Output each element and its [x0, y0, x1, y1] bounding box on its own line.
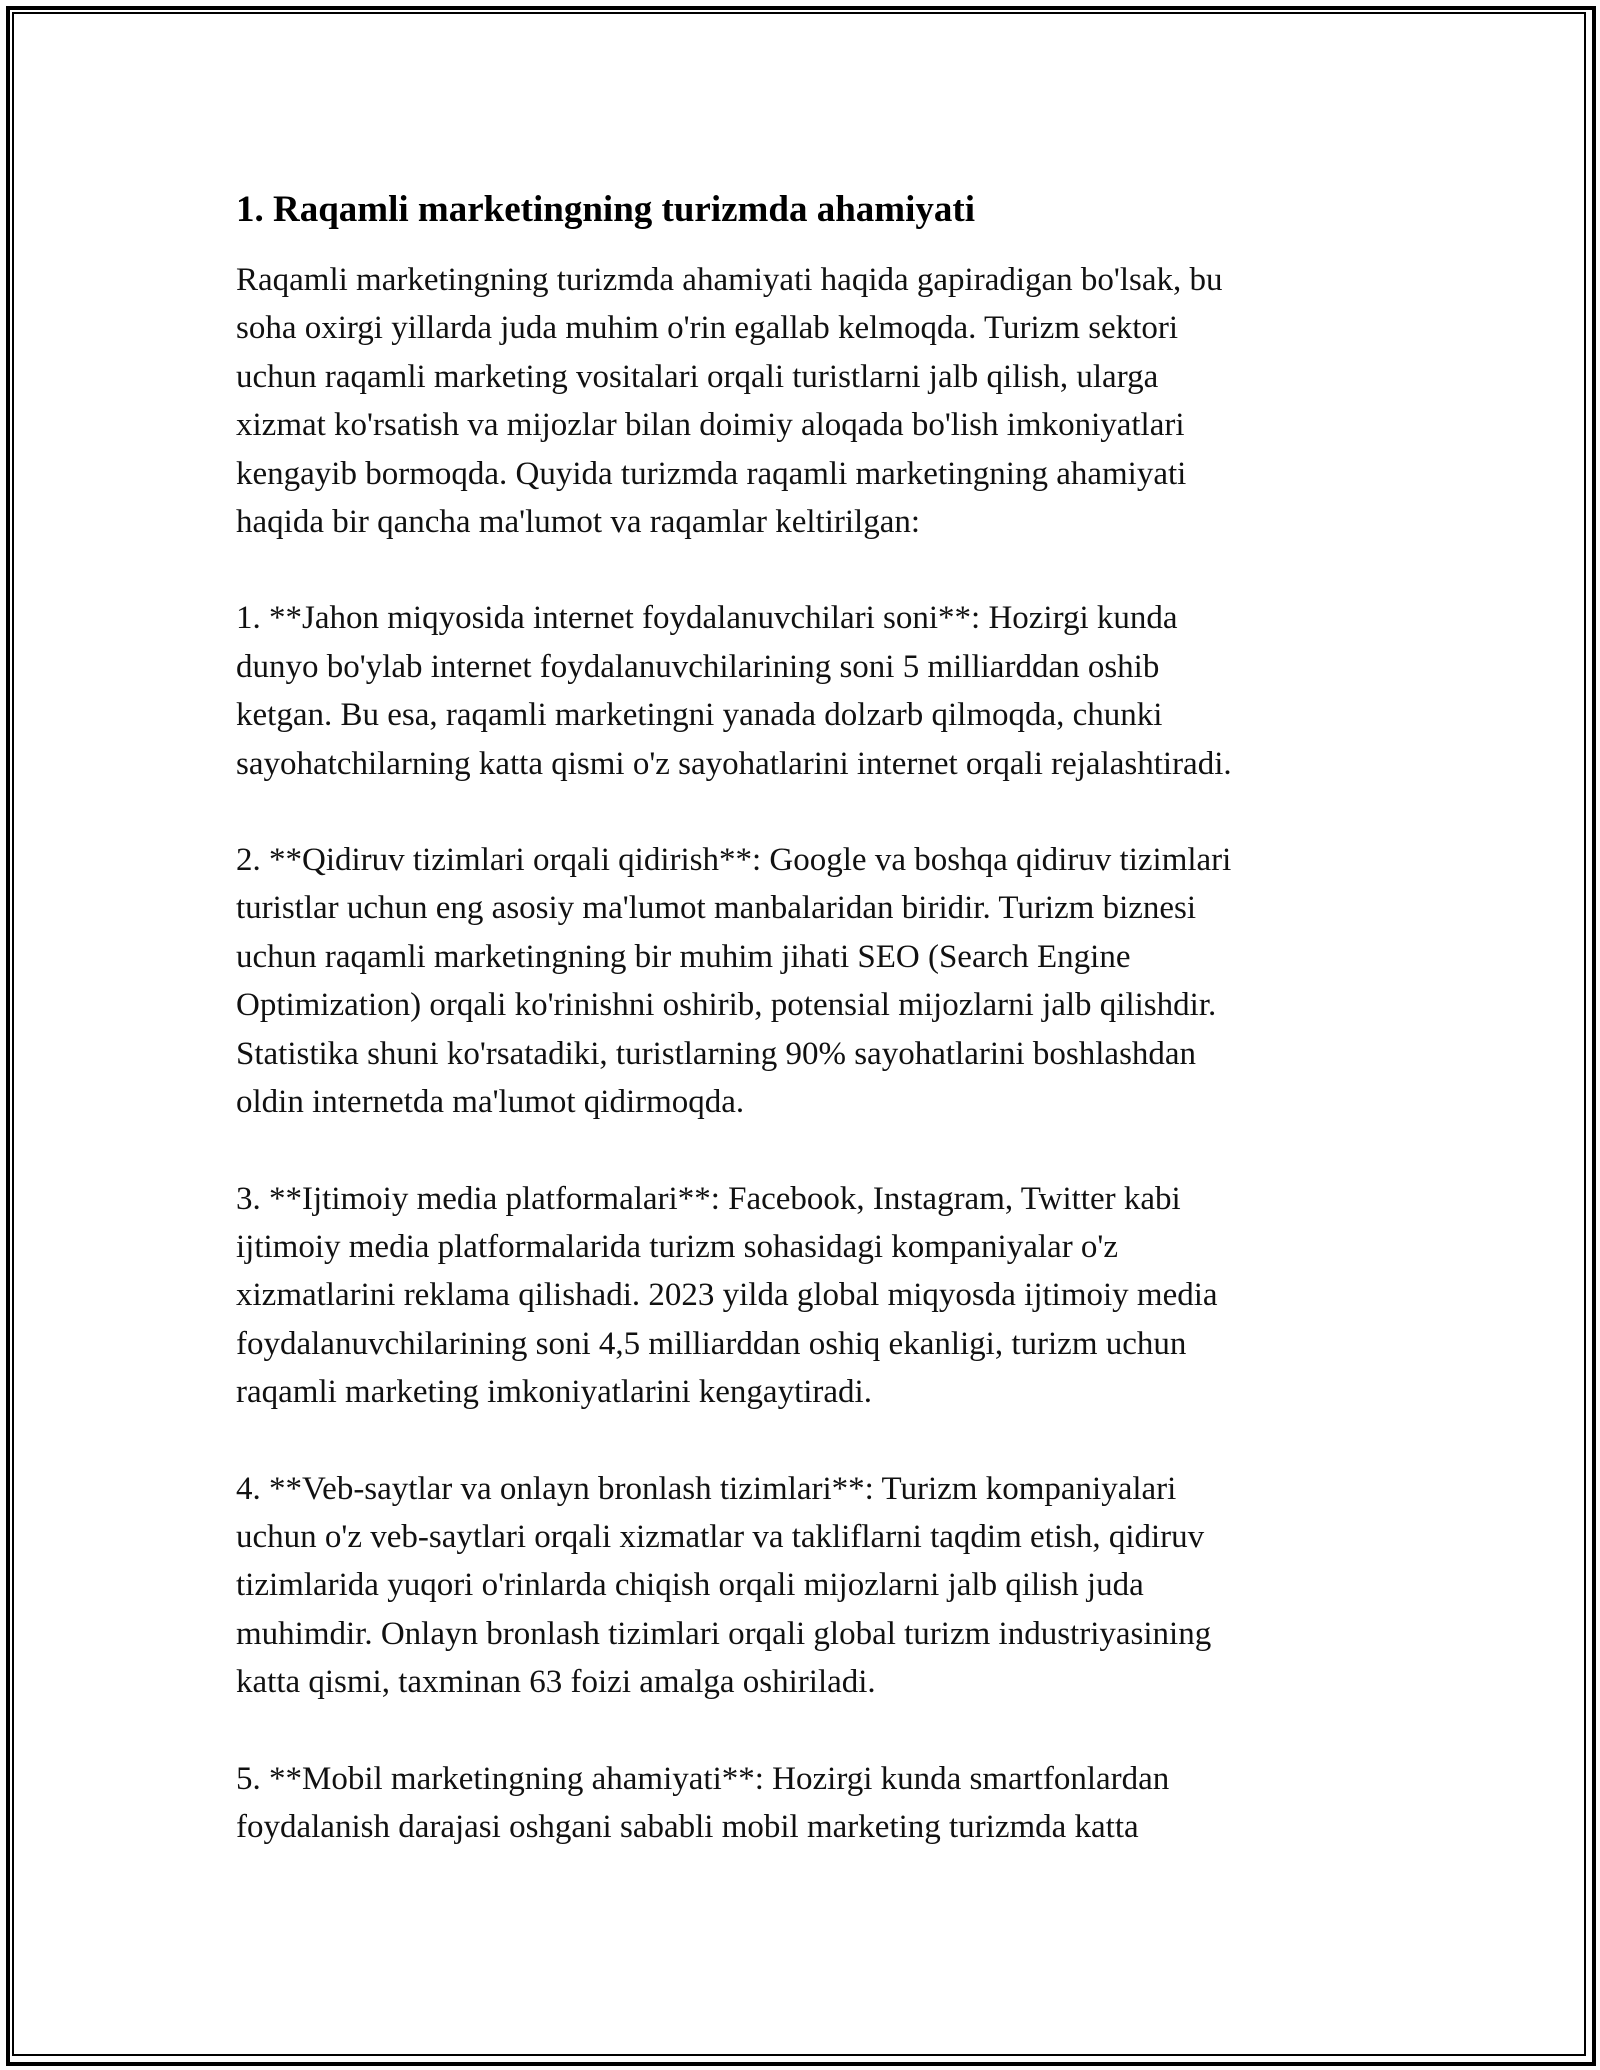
document-body — [236, 186, 1386, 1851]
intro-paragraph: Raqamli marketingning turizmda ahamiyati haqida gapiradigan bo'lsak, bu soha oxirgi yillarda juda muhim o'rin egallab kelmoqda. Turizm sektori uchun raqamli marketing vositalari orqali turistlarni jalb qilish, ularga xizmat ko'rsatish va mijozlar bilan doimiy aloqada bo'lish imkoniyatlari kengayib bormoqda. Quyida turizmda raqamli marketingning ahamiyati haqida bir qancha ma'lumot va raqamlar keltirilgan: — [236, 262, 1223, 541]
paragraph-list — [236, 256, 1386, 1851]
list-item-mobile-marketing: 5. **Mobil marketingning ahamiyati**: Hozirgi kunda smartfonlardan foydalanish darajasi oshgani sababli mobil marketing turizmda katta — [236, 1760, 1170, 1845]
section-heading: 1. Raqamli marketingning turizmda ahamiyati — [236, 189, 975, 230]
list-item-social-media: 3. **Ijtimoiy media platformalari**: Facebook, Instagram, Twitter kabi ijtimoiy media platformalarida turizm sohasidagi kompaniyalar o'z xizmatlarini reklama qilishadi. 2023 yilda global miqyosda ijtimoiy media foydalanuvchilarining soni 4,5 milliarddan oshiq ekanligi, turizm uchun raqamli marketing imkoniyatlarini kengaytiradi. — [236, 1180, 1218, 1411]
list-item-search-engines: 2. **Qidiruv tizimlari orqali qidirish**: Google va boshqa qidiruv tizimlari turistlar uchun eng asosiy ma'lumot manbalaridan biridir. Turizm biznesi uchun raqamli marketingning bir muhim jihati SEO (Search Engine Optimization) orqali ko'rinishni oshirib, potensial mijozlarni jalb qilishdir. Statistika shuni ko'rsatadiki, turistlarning 90% sayohatlarini boshlashdan oldin internetda ma'lumot qidirmoqda. — [236, 842, 1232, 1121]
list-item-internet-users: 1. **Jahon miqyosida internet foydalanuvchilari soni**: Hozirgi kunda dunyo bo'ylab internet foydalanuvchilarining soni 5 milliarddan oshib ketgan. Bu esa, raqamli marketingni yanada dolzarb qilmoqda, chunki sayohatchilarning katta qismi o'z sayohatlarini internet orqali rejalashtiradi. — [236, 600, 1232, 782]
list-item-websites-booking: 4. **Veb-saytlar va onlayn bronlash tizimlari**: Turizm kompaniyalari uchun o'z veb-saytlari orqali xizmatlar va takliflarni taqdim etish, qidiruv tizimlarida yuqori o'rinlarda chiqish orqali mijozlarni jalb qilish juda muhimdir. Onlayn bronlash tizimlari orqali global turizm industriyasining katta qismi, taxminan 63 foizi amalga oshiriladi. — [236, 1470, 1212, 1701]
